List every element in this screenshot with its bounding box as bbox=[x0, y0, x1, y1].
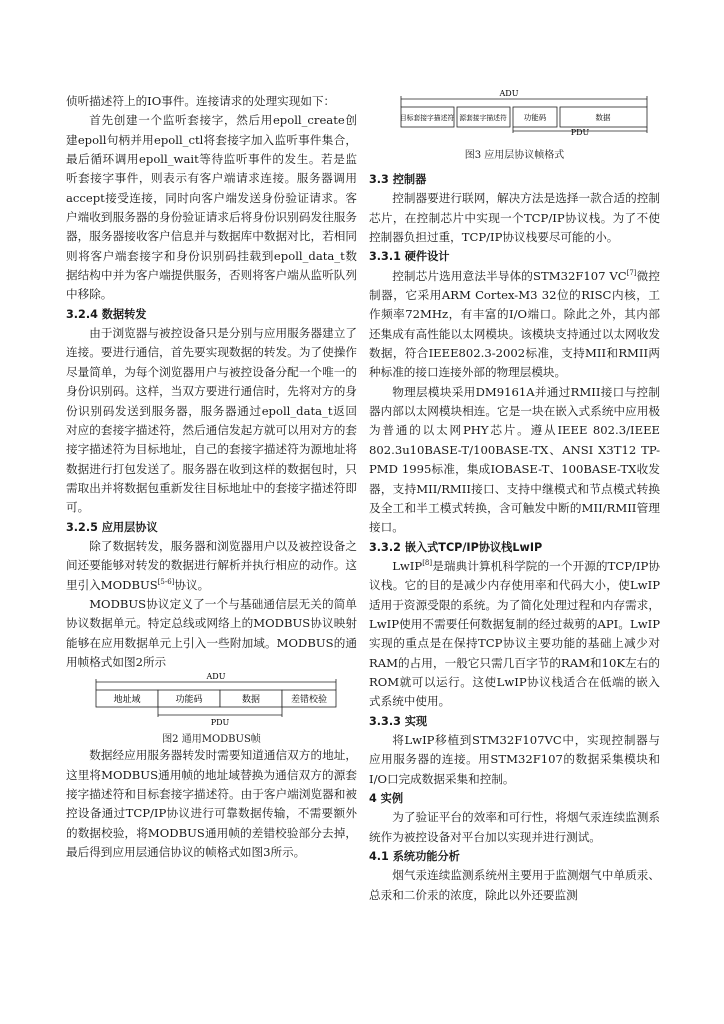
field-source-socket: 源套接字描述符 bbox=[459, 114, 507, 122]
field-error-check: 差错校验 bbox=[290, 695, 328, 706]
paragraph: 烟气汞连续监测系统州主要用于监测烟气中单质汞、总汞和二价汞的浓度，除此以外还要监测 bbox=[369, 868, 660, 902]
field-data: 数据 bbox=[595, 113, 611, 122]
section-heading: 3.3.1 硬件设计 bbox=[369, 250, 450, 264]
figure-caption: 图3 应用层协议帧格式 bbox=[464, 150, 565, 161]
field-data: 数据 bbox=[241, 695, 261, 706]
field-function-code: 功能码 bbox=[175, 695, 203, 706]
paragraph: 物理层模块采用DM9161A并通过RMII接口与控制器内部以太网模块相连。它是一块在嵌入式系统中应用极为普通的以太网PHY芯片。遵从IEEE 802.3/IEEE 802.3u10BASE-T/100BASE-TX、ANSI X3T12 TP-PMD 1995标准，集成IOBASE-T、100BASE-TX收发器，支持MII/RMII接口、支持中继模式和节点模式转换及全工和半工模式转换，含可触发中断的MII/RMII管理接口。 bbox=[369, 384, 660, 535]
field-address: 地址域 bbox=[113, 695, 141, 706]
field-function-code: 功能码 bbox=[523, 113, 547, 122]
pdu-label: PDU bbox=[570, 128, 590, 136]
adu-label: ADU bbox=[499, 90, 519, 98]
section-heading: 3.3.3 实现 bbox=[369, 714, 428, 728]
right-column bbox=[369, 90, 660, 905]
paragraph bbox=[66, 537, 357, 595]
paragraph: MODBUS协议定义了一个与基础通信层无关的简单协议数据单元。特定总线或网络上的MODBUS协议映射能够在应用数据单元上引入一些附加域。MODBUS的通用帧格式如图2所示 bbox=[66, 596, 357, 669]
app-layer-frame-diagram bbox=[369, 90, 660, 136]
paragraph: 数据经应用服务器转发时需要知道通信双方的地址，这里将MODBUS通用帧的地址域替换为通信双方的源套接字描述符和目标套接字描述符。由于客户端浏览器和被控设备通过TCP/IP协议进行可靠数据传输，不需要额外的数据校验，将MODBUS通用帧的差错校验部分去掉，最后得到应用层通信协议的帧格式如图3所示。 bbox=[66, 748, 357, 860]
citation: [7] bbox=[626, 268, 637, 277]
pdu-label: PDU bbox=[210, 718, 230, 728]
paragraph-text: 是瑞典计算机科学院的一个开源的TCP/IP协议栈。它的目的是减少内存使用率和代码大小，使LwIP适用于资源受限的系统。为了简化处理过程和内存需求，LwIP使用不需要任何数据复制的经过裁剪的API。LwIP实现的重点是在保持TCP协议主要功能的基础上减少对RAM的占用，一般它只需几百字节的RAM和10K左右的ROM就可以运行。这使LwIP协议栈适合在低端的嵌入式系统中使用。 bbox=[369, 558, 660, 709]
left-column bbox=[66, 92, 357, 862]
section-heading: 4 实例 bbox=[369, 792, 404, 805]
section-heading: 3.3.2 嵌入式TCP/IP协议栈LwIP bbox=[369, 540, 543, 554]
figure-caption: 图2 通用MODBUS帧 bbox=[162, 734, 261, 746]
section-heading: 4.1 系统功能分析 bbox=[369, 850, 460, 864]
figure-3-app-layer-frame bbox=[369, 90, 660, 161]
section-heading: 3.2.4 数据转发 bbox=[66, 307, 147, 321]
citation: [5-6] bbox=[157, 577, 175, 586]
paragraph: 首先创建一个监听套接字，然后用epoll_create创建epoll句柄并用epoll_ctl将套接字加入监听事件集合，最后循环调用epoll_wait等待监听事件的发生。若是监听套接字事件，则表示有客户端请求连接。服务器调用accept接受连接，同时向客户端发送身份验证请求。客户端收到服务器的身份验证请求后将身份识别码发往服务器，服务器接收客户信息并与数据库中数据对比，若相同则将客户端套接字和身份识别码挂载到epoll_data_t数据结构中并为客户端提供服务，否则将客户端从监听队列中移除。 bbox=[66, 113, 357, 302]
field-target-socket: 目标套接字描述符 bbox=[399, 114, 455, 122]
figure-2-modbus-frame bbox=[66, 672, 357, 746]
paragraph-text: 控制芯片选用意法半导体的STM32F107 VC bbox=[392, 268, 627, 283]
section-heading: 3.3 控制器 bbox=[369, 173, 427, 186]
paragraph: 由于浏览器与被控设备只是分别与应用服务器建立了连接。要进行通信，首先要实现数据的转发。为了使操作尽量简单，为每个浏览器用户与被控设备分配一个唯一的身份识别码。这样，当双方要进行通信时，先将对方的身份识别码发送到服务器，服务器通过epoll_data_t返回对应的套接字描述符，然后通信发起方就可以用对方的套接字描述符为目标地址，自己的套接字描述符为源地址将数据进行打包发送了。服务器在收到这样的数据包时，只需取出并将数据包重新发往目标地址中的套接字描述符即可。 bbox=[66, 326, 357, 515]
section-heading: 3.2.5 应用层协议 bbox=[66, 520, 158, 534]
paragraph: 为了验证平台的效率和可行性，将烟气汞连续监测系统作为被控设备对平台加以实现并进行测试。 bbox=[369, 810, 660, 844]
paragraph bbox=[369, 557, 660, 712]
paragraph: 将LwIP移植到STM32F107VC中，实现控制器与应用服务器的连接。用STM32F107的数据采集模块和I/O口完成数据采集和控制。 bbox=[369, 732, 660, 786]
modbus-frame-diagram bbox=[66, 672, 357, 732]
paragraph: 控制器要进行联网，解决方法是选择一款合适的控制芯片，在控制芯片中实现一个TCP/IP协议栈。为了不使控制器负担过重，TCP/IP协议栈要尽可能的小。 bbox=[369, 191, 660, 245]
paragraph-text: 协议。 bbox=[174, 577, 210, 592]
paragraph bbox=[369, 267, 660, 383]
adu-label: ADU bbox=[206, 672, 226, 682]
citation: [8] bbox=[422, 558, 433, 567]
paragraph-text: 微控制器，它采用ARM Cortex-M3 32位的RISC内核，工作频率72MHz，有丰富的I/O端口。除此之外，其内部还集成有高性能以太网模块。该模块支持通过以太网收发数据，符合IEEE802.3-2002标准，支持MII和RMII两种标准的接口连接外部的物理层模块。 bbox=[369, 268, 660, 380]
paragraph-text: 除了数据转发，服务器和浏览器用户以及被控设备之间还要能够对转发的数据进行解析并执行相应的动作。这里引入MODBUS bbox=[66, 538, 357, 592]
paragraph-text: LwIP bbox=[392, 558, 423, 573]
paragraph: 侦听描述符上的IO事件。连接请求的处理实现如下： bbox=[66, 94, 336, 108]
